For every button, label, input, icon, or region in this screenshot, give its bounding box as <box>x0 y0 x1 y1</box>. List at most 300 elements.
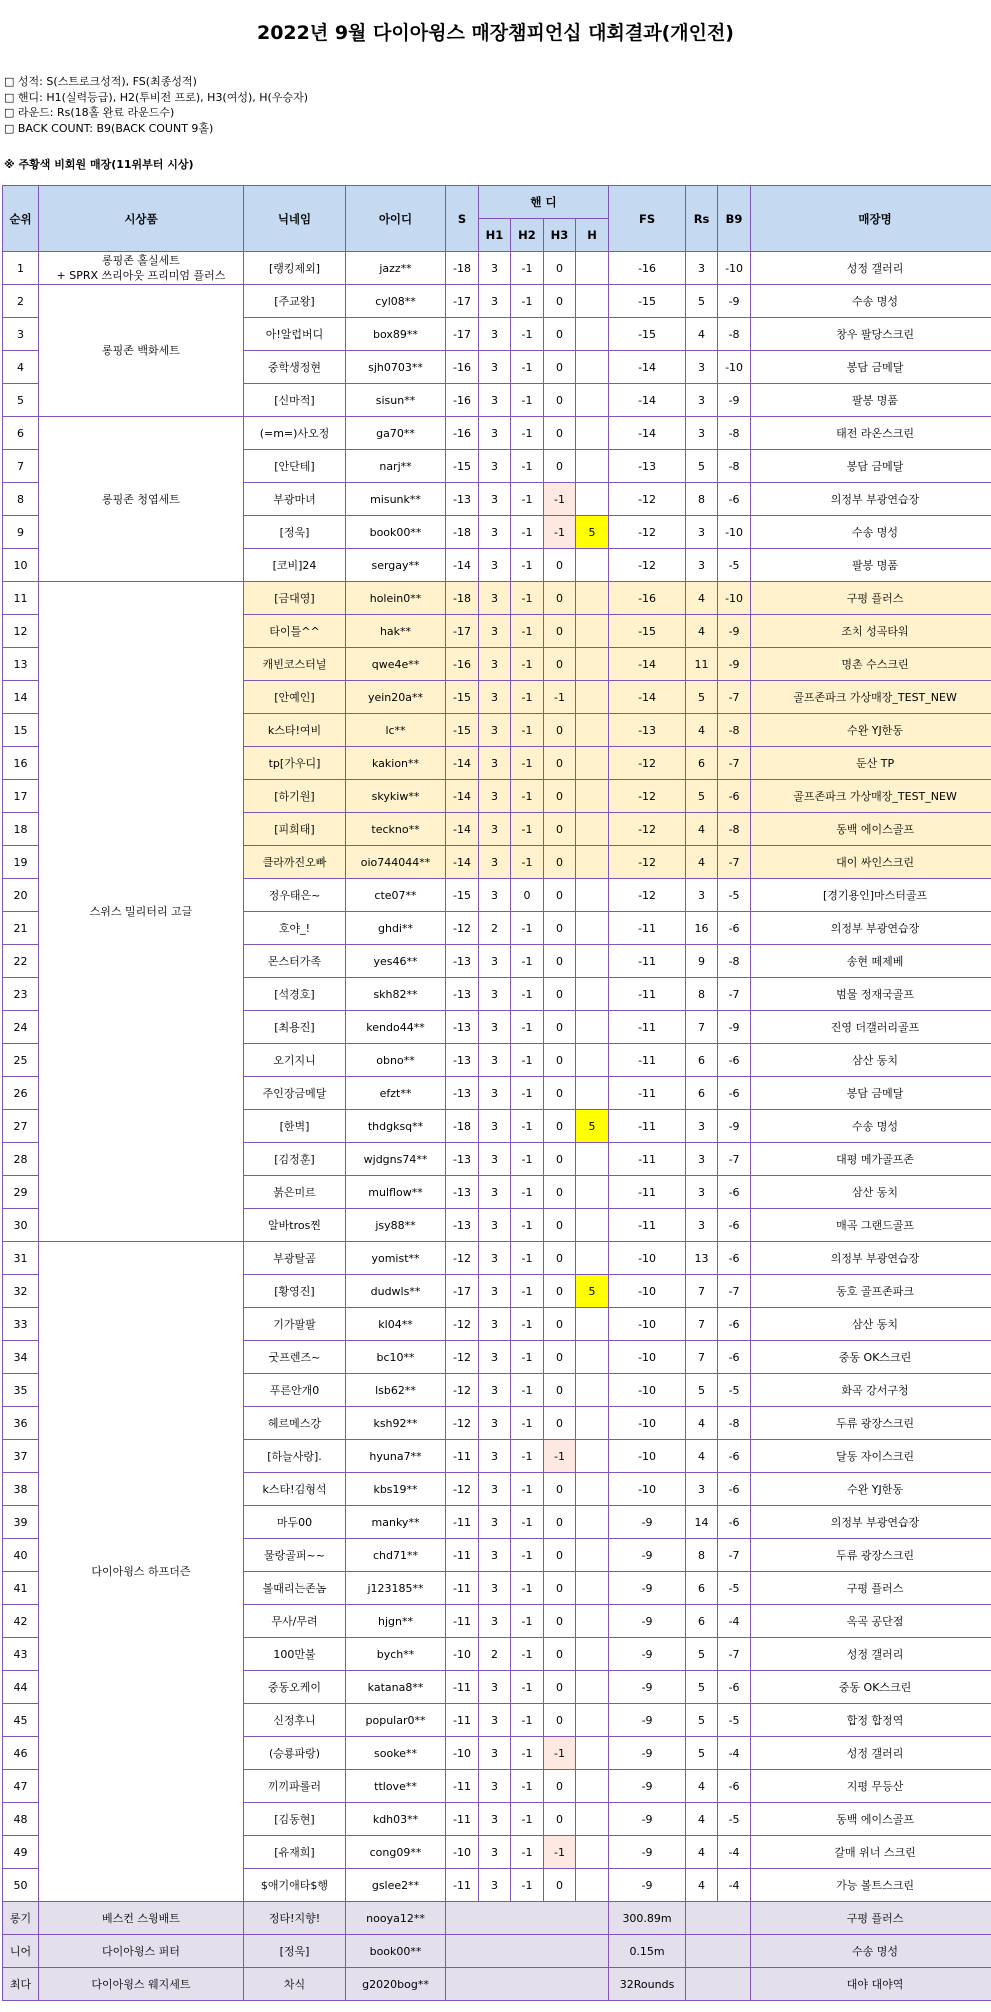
store-cell: 둔산 TP <box>751 747 991 780</box>
header-store: 매장명 <box>751 186 991 252</box>
stroke-cell: -14 <box>446 813 479 846</box>
backcount-cell: -7 <box>718 681 751 714</box>
h2-cell: -1 <box>511 1407 544 1440</box>
special-result-cell: 0.15m <box>609 1935 686 1968</box>
stroke-cell: -15 <box>446 879 479 912</box>
nickname-cell: 헤르메스강 <box>244 1407 346 1440</box>
backcount-cell: -8 <box>718 1407 751 1440</box>
id-cell: bc10** <box>346 1341 446 1374</box>
nickname-cell: [안예인] <box>244 681 346 714</box>
h-cell <box>576 1836 609 1869</box>
h-cell: 5 <box>576 1275 609 1308</box>
prize-label: 다이아윙스 하프더즌 <box>91 1565 191 1578</box>
stroke-cell: -16 <box>446 648 479 681</box>
stroke-cell: -13 <box>446 978 479 1011</box>
rounds-cell: 6 <box>686 1605 718 1638</box>
prize-cell <box>39 1242 244 1902</box>
rounds-cell: 7 <box>686 1011 718 1044</box>
rounds-cell: 5 <box>686 681 718 714</box>
h1-cell: 3 <box>479 1737 511 1770</box>
backcount-cell: -6 <box>718 912 751 945</box>
h3-cell: 0 <box>544 285 576 318</box>
h3-cell: 0 <box>544 1803 576 1836</box>
rank-cell: 13 <box>3 648 39 681</box>
nickname-cell: (승룡파랑) <box>244 1737 346 1770</box>
stroke-cell: -10 <box>446 1638 479 1671</box>
special-empty-cell <box>686 1935 751 1968</box>
id-cell: yes46** <box>346 945 446 978</box>
id-cell: mulflow** <box>346 1176 446 1209</box>
rank-cell: 40 <box>3 1539 39 1572</box>
rank-cell: 6 <box>3 417 39 450</box>
h-cell <box>576 1539 609 1572</box>
h2-cell: -1 <box>511 1077 544 1110</box>
prize-cell <box>39 285 244 417</box>
rounds-cell: 4 <box>686 1869 718 1902</box>
h1-cell: 3 <box>479 1308 511 1341</box>
rank-cell: 31 <box>3 1242 39 1275</box>
store-cell: 동호 골프존파크 <box>751 1275 991 1308</box>
rank-cell: 47 <box>3 1770 39 1803</box>
h2-cell: -1 <box>511 1704 544 1737</box>
h-cell <box>576 648 609 681</box>
special-label-cell: 최다 <box>3 1968 39 2001</box>
final-score-cell: -11 <box>609 1011 686 1044</box>
h1-cell: 3 <box>479 1605 511 1638</box>
backcount-cell: -7 <box>718 747 751 780</box>
h2-cell: -1 <box>511 1572 544 1605</box>
table-row <box>3 285 991 318</box>
h-cell <box>576 1044 609 1077</box>
backcount-cell: -6 <box>718 1506 751 1539</box>
rounds-cell: 4 <box>686 846 718 879</box>
id-cell: ksh92** <box>346 1407 446 1440</box>
stroke-cell: -16 <box>446 384 479 417</box>
backcount-cell: -6 <box>718 1341 751 1374</box>
stroke-cell: -11 <box>446 1605 479 1638</box>
store-cell: 지평 무등산 <box>751 1770 991 1803</box>
h2-cell: -1 <box>511 450 544 483</box>
rank-cell: 20 <box>3 879 39 912</box>
rank-cell: 37 <box>3 1440 39 1473</box>
h3-cell: 0 <box>544 978 576 1011</box>
final-score-cell: -9 <box>609 1770 686 1803</box>
rounds-cell: 3 <box>686 1110 718 1143</box>
rounds-cell: 3 <box>686 1143 718 1176</box>
h1-cell: 3 <box>479 1110 511 1143</box>
final-score-cell: -11 <box>609 1077 686 1110</box>
legend-line-rounds: □ 라운드: Rs(18홀 완료 라운드수) <box>4 106 175 119</box>
special-id-cell: book00** <box>346 1935 446 1968</box>
backcount-cell: -6 <box>718 780 751 813</box>
id-cell: kakion** <box>346 747 446 780</box>
special-id-cell: nooya12** <box>346 1902 446 1935</box>
legend-line-backcount: □ BACK COUNT: B9(BACK COUNT 9홀) <box>4 121 214 135</box>
h2-cell: -1 <box>511 714 544 747</box>
final-score-cell: -12 <box>609 879 686 912</box>
h1-cell: 3 <box>479 1011 511 1044</box>
h2-cell: -1 <box>511 1308 544 1341</box>
h2-cell: -1 <box>511 549 544 582</box>
h3-cell: -1 <box>544 516 576 549</box>
stroke-cell: -10 <box>446 1836 479 1869</box>
nickname-cell: [석경호] <box>244 978 346 1011</box>
h1-cell: 3 <box>479 483 511 516</box>
store-cell: 범물 정재국골프 <box>751 978 991 1011</box>
nickname-cell: 끼끼파롤러 <box>244 1770 346 1803</box>
prize-cell <box>39 582 244 1242</box>
stroke-cell: -11 <box>446 1572 479 1605</box>
h1-cell: 2 <box>479 1638 511 1671</box>
h-cell <box>576 1704 609 1737</box>
rounds-cell: 5 <box>686 1638 718 1671</box>
id-cell: ttlove** <box>346 1770 446 1803</box>
stroke-cell: -12 <box>446 1308 479 1341</box>
backcount-cell: -8 <box>718 318 751 351</box>
h3-cell: 0 <box>544 1209 576 1242</box>
rank-cell: 15 <box>3 714 39 747</box>
h-cell <box>576 912 609 945</box>
id-cell: kbs19** <box>346 1473 446 1506</box>
id-cell: skh82** <box>346 978 446 1011</box>
h2-cell: -1 <box>511 1275 544 1308</box>
id-cell: cte07** <box>346 879 446 912</box>
backcount-cell: -9 <box>718 384 751 417</box>
rank-cell: 4 <box>3 351 39 384</box>
h-cell <box>576 1803 609 1836</box>
stroke-cell: -13 <box>446 1011 479 1044</box>
h1-cell: 3 <box>479 1836 511 1869</box>
h2-cell: -1 <box>511 912 544 945</box>
special-store-cell: 대야 대야역 <box>751 1968 991 2001</box>
h1-cell: 3 <box>479 1275 511 1308</box>
backcount-cell: -9 <box>718 648 751 681</box>
table-header <box>3 186 991 252</box>
h-cell: 5 <box>576 1110 609 1143</box>
h3-cell: 0 <box>544 384 576 417</box>
rounds-cell: 4 <box>686 813 718 846</box>
h3-cell: 0 <box>544 417 576 450</box>
h-cell <box>576 549 609 582</box>
h-cell: 5 <box>576 516 609 549</box>
h3-cell: 0 <box>544 1341 576 1374</box>
special-result-cell: 32Rounds <box>609 1968 686 2001</box>
nickname-cell: k스타!김형석 <box>244 1473 346 1506</box>
store-cell: 가능 볼트스크린 <box>751 1869 991 1902</box>
rounds-cell: 4 <box>686 1407 718 1440</box>
h2-cell: -1 <box>511 1011 544 1044</box>
rank-cell: 38 <box>3 1473 39 1506</box>
final-score-cell: -12 <box>609 813 686 846</box>
results-table <box>2 185 991 2001</box>
final-score-cell: -14 <box>609 417 686 450</box>
backcount-cell: -4 <box>718 1605 751 1638</box>
store-cell: 봉담 금메달 <box>751 351 991 384</box>
h3-cell: 0 <box>544 1407 576 1440</box>
h3-cell: 0 <box>544 1704 576 1737</box>
id-cell: holein0** <box>346 582 446 615</box>
nickname-cell: [황영진] <box>244 1275 346 1308</box>
h-cell <box>576 1308 609 1341</box>
stroke-cell: -18 <box>446 516 479 549</box>
h2-cell: -1 <box>511 1605 544 1638</box>
h-cell <box>576 1209 609 1242</box>
rank-cell: 46 <box>3 1737 39 1770</box>
rounds-cell: 6 <box>686 1044 718 1077</box>
h1-cell: 3 <box>479 1044 511 1077</box>
id-cell: book00** <box>346 516 446 549</box>
h-cell <box>576 714 609 747</box>
rounds-cell: 4 <box>686 582 718 615</box>
store-cell: 대평 메가골프존 <box>751 1143 991 1176</box>
stroke-cell: -12 <box>446 1242 479 1275</box>
h-cell <box>576 1473 609 1506</box>
rounds-cell: 3 <box>686 384 718 417</box>
h3-cell: 0 <box>544 1374 576 1407</box>
backcount-cell: -5 <box>718 1374 751 1407</box>
store-cell: 중동 OK스크린 <box>751 1671 991 1704</box>
h2-cell: -1 <box>511 1176 544 1209</box>
backcount-cell: -7 <box>718 1275 751 1308</box>
rank-cell: 29 <box>3 1176 39 1209</box>
nickname-cell: (=m=)사오정 <box>244 417 346 450</box>
h-cell <box>576 318 609 351</box>
special-nickname-cell: [정욱] <box>244 1935 346 1968</box>
h2-cell: -1 <box>511 1836 544 1869</box>
h2-cell: -1 <box>511 1869 544 1902</box>
rounds-cell: 4 <box>686 714 718 747</box>
final-score-cell: -15 <box>609 285 686 318</box>
backcount-cell: -8 <box>718 417 751 450</box>
h2-cell: 0 <box>511 879 544 912</box>
h3-cell: 0 <box>544 1473 576 1506</box>
h-cell <box>576 780 609 813</box>
rounds-cell: 9 <box>686 945 718 978</box>
h2-cell: -1 <box>511 1770 544 1803</box>
rounds-cell: 11 <box>686 648 718 681</box>
nickname-cell: [최용진] <box>244 1011 346 1044</box>
nickname-cell: [금대영] <box>244 582 346 615</box>
id-cell: bych** <box>346 1638 446 1671</box>
backcount-cell: -6 <box>718 1440 751 1473</box>
store-cell: 삼산 동치 <box>751 1308 991 1341</box>
h3-cell: 0 <box>544 549 576 582</box>
rounds-cell: 7 <box>686 1275 718 1308</box>
rank-cell: 19 <box>3 846 39 879</box>
special-result-cell: 300.89m <box>609 1902 686 1935</box>
rank-cell: 41 <box>3 1572 39 1605</box>
legend-line-handicap: □ 핸디: H1(실력등급), H2(투비전 프로), H3(여성), H(우승자) <box>4 90 308 104</box>
stroke-cell: -16 <box>446 351 479 384</box>
backcount-cell: -7 <box>718 978 751 1011</box>
final-score-cell: -15 <box>609 318 686 351</box>
final-score-cell: -9 <box>609 1605 686 1638</box>
rounds-cell: 8 <box>686 978 718 1011</box>
id-cell: obno** <box>346 1044 446 1077</box>
h3-cell: 0 <box>544 1572 576 1605</box>
h-cell <box>576 1638 609 1671</box>
stroke-cell: -11 <box>446 1539 479 1572</box>
table-body <box>3 252 991 2001</box>
id-cell: sjh0703** <box>346 351 446 384</box>
h2-cell: -1 <box>511 747 544 780</box>
backcount-cell: -5 <box>718 549 751 582</box>
h-cell <box>576 1077 609 1110</box>
special-empty-cell <box>686 1902 751 1935</box>
h1-cell: 3 <box>479 978 511 1011</box>
h3-cell: 0 <box>544 1638 576 1671</box>
h1-cell: 3 <box>479 1473 511 1506</box>
stroke-cell: -14 <box>446 549 479 582</box>
final-score-cell: -9 <box>609 1671 686 1704</box>
special-label-cell: 롱기 <box>3 1902 39 1935</box>
rank-cell: 1 <box>3 252 39 285</box>
stroke-cell: -14 <box>446 780 479 813</box>
store-cell: 명촌 수스크린 <box>751 648 991 681</box>
h1-cell: 3 <box>479 648 511 681</box>
id-cell: ga70** <box>346 417 446 450</box>
store-cell: 삼산 동치 <box>751 1176 991 1209</box>
rank-cell: 22 <box>3 945 39 978</box>
h3-cell: 0 <box>544 450 576 483</box>
stroke-cell: -12 <box>446 1473 479 1506</box>
stroke-cell: -13 <box>446 483 479 516</box>
h1-cell: 3 <box>479 1341 511 1374</box>
final-score-cell: -12 <box>609 516 686 549</box>
header-stroke: S <box>446 186 479 252</box>
rounds-cell: 3 <box>686 252 718 285</box>
header-rank: 순위 <box>3 186 39 252</box>
id-cell: hak** <box>346 615 446 648</box>
id-cell: misunk** <box>346 483 446 516</box>
h3-cell: 0 <box>544 1869 576 1902</box>
h3-cell: -1 <box>544 483 576 516</box>
h3-cell: 0 <box>544 1176 576 1209</box>
h-cell <box>576 582 609 615</box>
h-cell <box>576 1011 609 1044</box>
store-cell: 송현 떼제베 <box>751 945 991 978</box>
nickname-cell: 무사/무려 <box>244 1605 346 1638</box>
prize-cell <box>39 252 244 285</box>
backcount-cell: -10 <box>718 582 751 615</box>
final-score-cell: -10 <box>609 1308 686 1341</box>
id-cell: teckno** <box>346 813 446 846</box>
legend <box>4 74 308 136</box>
special-award-row <box>3 1935 991 1968</box>
h-cell <box>576 483 609 516</box>
backcount-cell: -6 <box>718 1209 751 1242</box>
h3-cell: 0 <box>544 1539 576 1572</box>
prize-cell <box>39 417 244 582</box>
h3-cell: 0 <box>544 846 576 879</box>
id-cell: cyl08** <box>346 285 446 318</box>
final-score-cell: -10 <box>609 1374 686 1407</box>
h3-cell: 0 <box>544 1077 576 1110</box>
id-cell: jazz** <box>346 252 446 285</box>
stroke-cell: -16 <box>446 417 479 450</box>
rank-cell: 10 <box>3 549 39 582</box>
rank-cell: 16 <box>3 747 39 780</box>
rounds-cell: 8 <box>686 483 718 516</box>
stroke-cell: -18 <box>446 582 479 615</box>
nickname-cell: 호야_! <box>244 912 346 945</box>
h-cell <box>576 747 609 780</box>
id-cell: chd71** <box>346 1539 446 1572</box>
store-cell: 창우 팔당스크린 <box>751 318 991 351</box>
store-cell: 수송 명성 <box>751 285 991 318</box>
store-cell: 갈매 위너 스크린 <box>751 1836 991 1869</box>
h-cell <box>576 285 609 318</box>
h2-cell: -1 <box>511 1638 544 1671</box>
h2-cell: -1 <box>511 1539 544 1572</box>
h-cell <box>576 1374 609 1407</box>
rounds-cell: 4 <box>686 1440 718 1473</box>
h3-cell: 0 <box>544 747 576 780</box>
stroke-cell: -15 <box>446 450 479 483</box>
id-cell: narj** <box>346 450 446 483</box>
stroke-cell: -14 <box>446 846 479 879</box>
h1-cell: 3 <box>479 1506 511 1539</box>
h2-cell: -1 <box>511 252 544 285</box>
rank-cell: 48 <box>3 1803 39 1836</box>
rounds-cell: 3 <box>686 879 718 912</box>
h-cell <box>576 252 609 285</box>
nickname-cell: 굿프렌즈~ <box>244 1341 346 1374</box>
h3-cell: 0 <box>544 813 576 846</box>
h1-cell: 3 <box>479 582 511 615</box>
h3-cell: 0 <box>544 714 576 747</box>
stroke-cell: -17 <box>446 1275 479 1308</box>
h3-cell: -1 <box>544 1440 576 1473</box>
store-cell: 태전 라온스크린 <box>751 417 991 450</box>
prize-label: 롱핑존 백화세트 <box>102 344 180 357</box>
id-cell: popular0** <box>346 1704 446 1737</box>
store-cell: 봉담 금메달 <box>751 450 991 483</box>
store-cell: 구평 플러스 <box>751 582 991 615</box>
backcount-cell: -5 <box>718 1803 751 1836</box>
rank-cell: 3 <box>3 318 39 351</box>
rank-cell: 43 <box>3 1638 39 1671</box>
nickname-cell: 푸른안개0 <box>244 1374 346 1407</box>
final-score-cell: -16 <box>609 582 686 615</box>
store-cell: 합정 합정역 <box>751 1704 991 1737</box>
h1-cell: 3 <box>479 879 511 912</box>
rank-cell: 28 <box>3 1143 39 1176</box>
nickname-cell: 몬스터가족 <box>244 945 346 978</box>
store-cell: 매곡 그랜드골프 <box>751 1209 991 1242</box>
id-cell: hjgn** <box>346 1605 446 1638</box>
h1-cell: 3 <box>479 1803 511 1836</box>
final-score-cell: -10 <box>609 1275 686 1308</box>
h1-cell: 3 <box>479 285 511 318</box>
h3-cell: 0 <box>544 1242 576 1275</box>
special-empty-cell <box>446 1935 609 1968</box>
h3-cell: -1 <box>544 1836 576 1869</box>
final-score-cell: -9 <box>609 1506 686 1539</box>
special-store-cell: 수송 명성 <box>751 1935 991 1968</box>
store-cell: [경기용인]마스터골프 <box>751 879 991 912</box>
id-cell: sisun** <box>346 384 446 417</box>
h3-cell: 0 <box>544 1605 576 1638</box>
rank-cell: 21 <box>3 912 39 945</box>
stroke-cell: -15 <box>446 681 479 714</box>
table-row <box>3 252 991 285</box>
nickname-cell: 중동오케이 <box>244 1671 346 1704</box>
store-cell: 동백 에이스골프 <box>751 1803 991 1836</box>
rank-cell: 39 <box>3 1506 39 1539</box>
final-score-cell: -12 <box>609 747 686 780</box>
rank-cell: 5 <box>3 384 39 417</box>
